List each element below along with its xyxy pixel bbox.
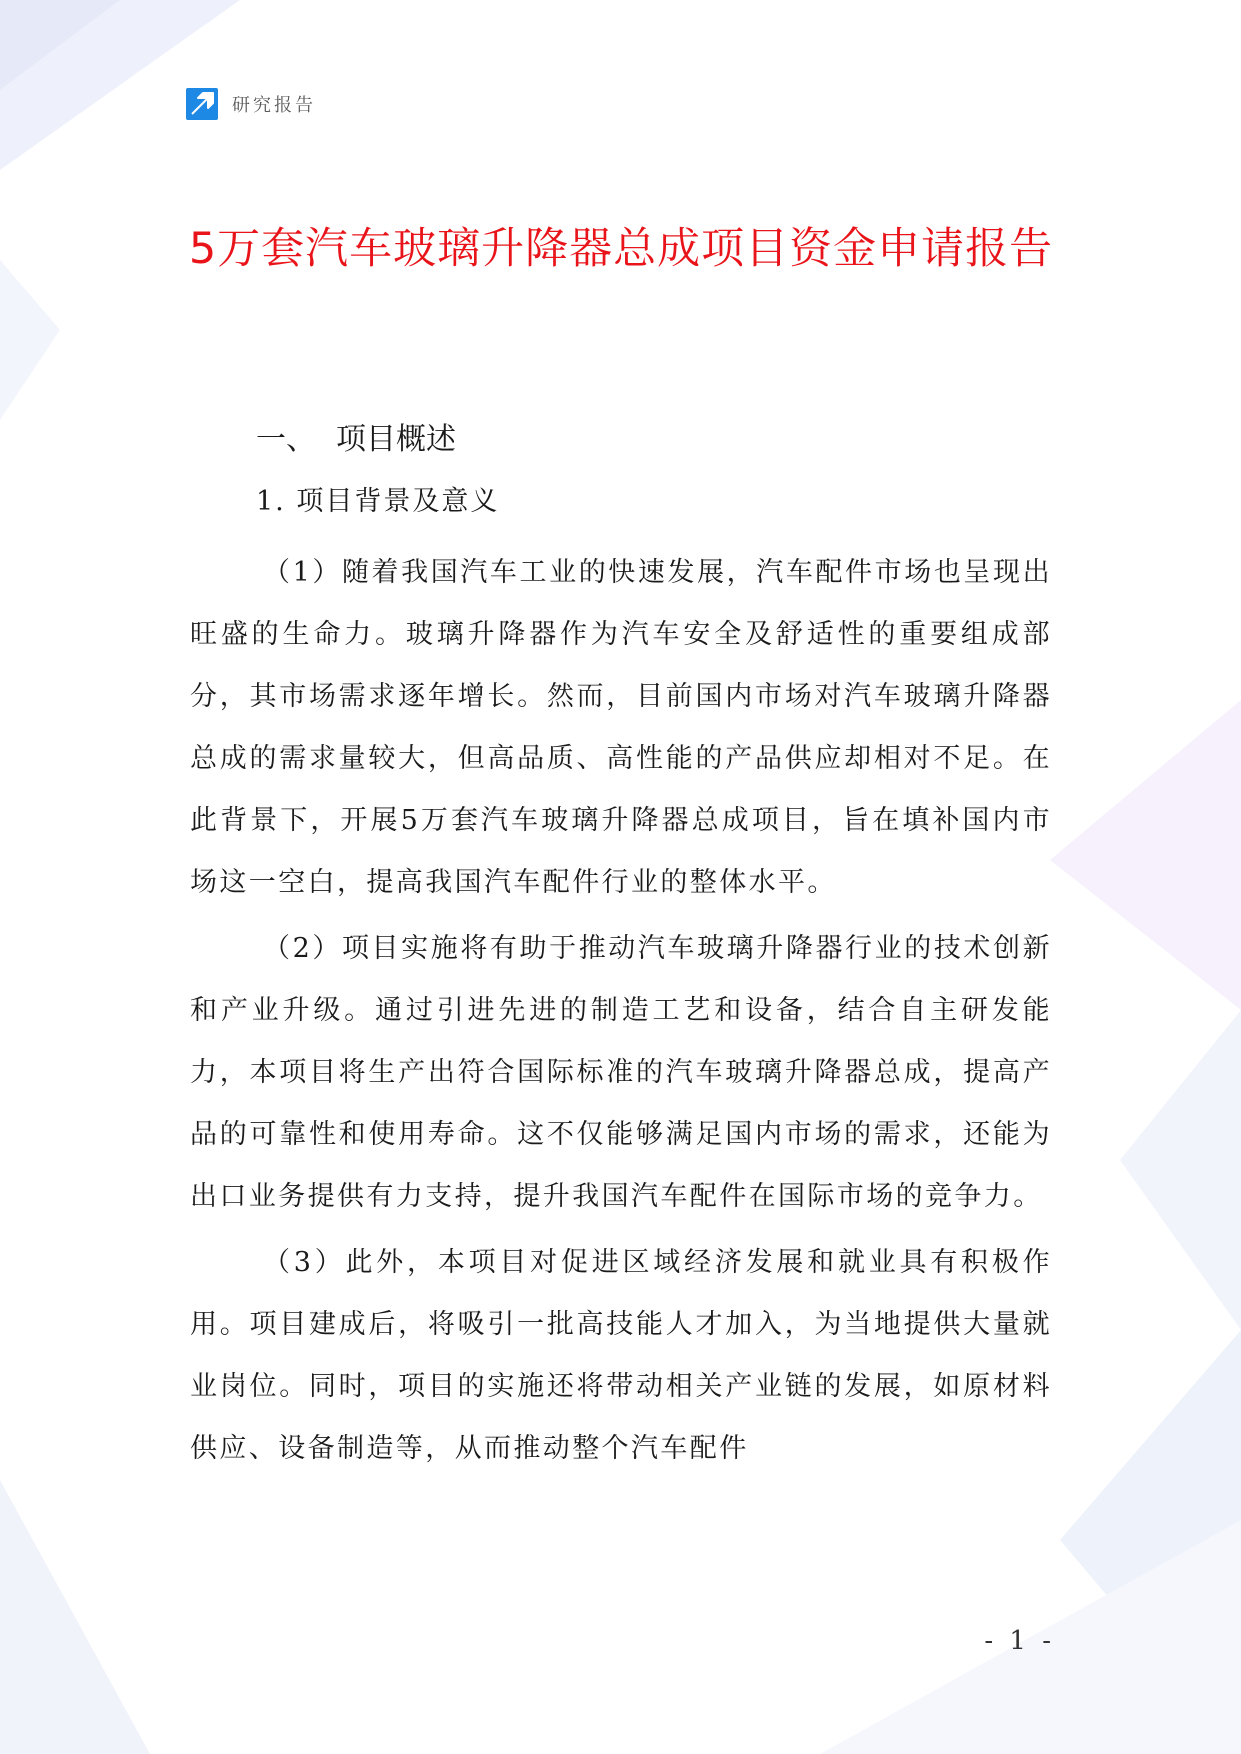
arrow-up-right-icon <box>186 88 218 120</box>
section-number: 一、 <box>256 422 316 457</box>
paragraph-3: （3）此外，本项目对促进区域经济发展和就业具有积极作用。项目建成后，将吸引一批高技能人才加入，为当地提供大量就业岗位。同时，项目的实施还将带动相关产业链的发展，如原材料供应、设备制造等，从而推动整个汽车配件 <box>190 1247 1052 1464</box>
document-title: 5万套汽车玻璃升降器总成项目资金申请报告 <box>188 224 1054 274</box>
paragraph-1: （1）随着我国汽车工业的快速发展，汽车配件市场也呈现出旺盛的生命力。玻璃升降器作为汽车安全及舒适性的重要组成部分，其市场需求逐年增长。然而，目前国内市场对汽车玻璃升降器总成的需求量较大，但高品质、高性能的产品供应却相对不足。在此背景下，开展5万套汽车玻璃升降器总成项目，旨在填补国内市场这一空白，提高我国汽车配件行业的整体水平。 <box>190 557 1052 898</box>
page-number: - 1 - <box>984 1626 1055 1656</box>
report-header <box>186 88 316 120</box>
section-heading <box>256 420 1052 460</box>
header-label: 研究报告 <box>232 95 316 116</box>
paragraph-2: （2）项目实施将有助于推动汽车玻璃升降器行业的技术创新和产业升级。通过引进先进的制造工艺和设备，结合自主研发能力，本项目将生产出符合国际标准的汽车玻璃升降器总成，提高产品的可靠性和使用寿命。这不仅能够满足国内市场的需求，还能为出口业务提供有力支持，提升我国汽车配件在国际市场的竞争力。 <box>190 933 1052 1212</box>
section-title: 项目概述 <box>336 422 456 457</box>
document-body <box>190 420 1052 1484</box>
subsection-heading: 1. 项目背景及意义 <box>256 486 500 517</box>
